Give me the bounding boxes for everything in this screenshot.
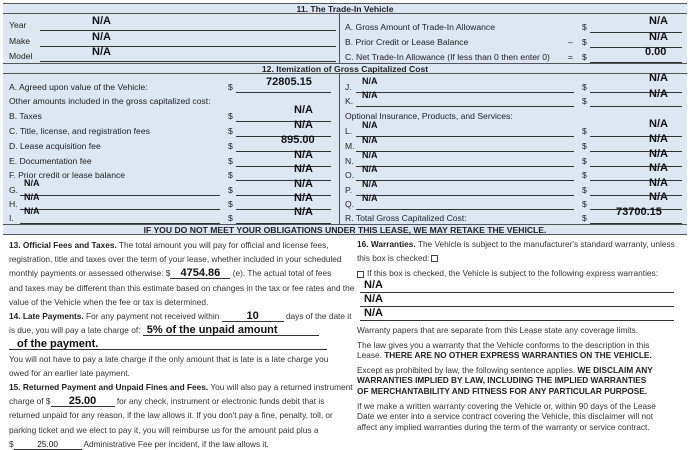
item-b-field[interactable] bbox=[236, 112, 331, 122]
item-e-value: N/A bbox=[294, 149, 313, 161]
item-g-dollar: $ bbox=[228, 185, 233, 195]
warranty-line-2[interactable] bbox=[360, 295, 674, 307]
item-o-label: O. bbox=[345, 170, 355, 180]
section-15 bbox=[9, 380, 353, 450]
section-16-p1: Warranty papers that are separate from this Lease state any coverage limits. bbox=[357, 325, 638, 335]
item-n-dollar: $ bbox=[582, 156, 587, 166]
item-o-name-field[interactable] bbox=[356, 171, 574, 181]
item-e-field[interactable] bbox=[236, 157, 331, 167]
other-amounts-label: Other amounts included in the gross capitalized cost: bbox=[9, 96, 211, 106]
trade-in-a-field[interactable] bbox=[590, 23, 682, 33]
item-c-dollar: $ bbox=[228, 126, 233, 136]
section-15-title: 15. Returned Payment and Unpaid Fines and Fees. bbox=[9, 382, 209, 392]
trade-in-a-label: A. Gross Amount of Trade-In Allowance bbox=[345, 22, 495, 32]
item-d-value: 895.00 bbox=[281, 134, 315, 146]
section-13-line1: The total amount you will pay for official and license fees, bbox=[118, 240, 329, 250]
item-r-value: 73700.15 bbox=[616, 206, 662, 218]
section-16-top bbox=[357, 239, 675, 279]
section-13-line2: registration, title and taxes over the term of your lease, whether included in your scheduled bbox=[9, 254, 342, 265]
item-n-field[interactable] bbox=[590, 157, 682, 167]
item-i-name: N/A bbox=[24, 206, 40, 216]
item-c-label: C. Title, license, and registration fees bbox=[9, 126, 150, 136]
item-n-name: N/A bbox=[362, 150, 378, 160]
item-l-name: N/A bbox=[362, 120, 378, 130]
item-e-dollar: $ bbox=[228, 156, 233, 166]
model-label: Model bbox=[9, 51, 33, 61]
item-i-value: N/A bbox=[294, 206, 313, 218]
item-p-value: N/A bbox=[649, 177, 668, 189]
section-16-line3: If this box is checked, the Vehicle is subject to the following express warranties: bbox=[367, 268, 658, 279]
item-a-value: 72805.15 bbox=[266, 76, 312, 88]
item-p-label: P. bbox=[345, 185, 353, 195]
section-16-body bbox=[357, 325, 656, 432]
item-l-field[interactable] bbox=[590, 127, 682, 137]
item-i-dollar: $ bbox=[228, 213, 233, 223]
item-j-field[interactable] bbox=[590, 83, 682, 93]
item-l-value: N/A bbox=[649, 118, 668, 130]
trade-in-c-equals: = bbox=[568, 52, 574, 62]
section-16-p4a: If we make a written warranty covering the Vehicle or, within 90 days of the Lease bbox=[357, 400, 656, 411]
section-13-line3b: (e). The actual total of fees bbox=[232, 268, 332, 279]
item-i-field[interactable] bbox=[236, 214, 331, 224]
section-16-p3b: WE DISCLAIM ANY bbox=[577, 364, 653, 375]
item-h-name-field[interactable] bbox=[20, 200, 220, 210]
item-a-dollar: $ bbox=[228, 82, 233, 92]
item-m-label: M. bbox=[345, 141, 355, 151]
trade-in-b-value: N/A bbox=[649, 31, 668, 43]
item-p-name: N/A bbox=[362, 179, 378, 189]
trade-in-b-label: B. Prior Credit or Lease Balance bbox=[345, 37, 469, 47]
item-l-dollar: $ bbox=[582, 126, 587, 136]
section-13-title: 13. Official Fees and Taxes. bbox=[9, 240, 117, 250]
item-h-name: N/A bbox=[24, 192, 40, 202]
item-h-field[interactable] bbox=[236, 200, 331, 210]
section-16-line1: The Vehicle is subject to the manufacturer's standard warranty, unless bbox=[417, 239, 675, 249]
item-n-label: N. bbox=[345, 156, 354, 166]
item-d-label: D. Lease acquisition fee bbox=[9, 141, 101, 151]
item-k-field[interactable] bbox=[590, 97, 682, 107]
item-b-label: B. Taxes bbox=[9, 111, 42, 121]
item-q-name-field[interactable] bbox=[356, 200, 574, 210]
item-g-name-field[interactable] bbox=[20, 186, 220, 196]
trade-in-c-value: 0.00 bbox=[645, 46, 667, 58]
item-g-label: G. bbox=[9, 185, 19, 195]
item-k-dollar: $ bbox=[582, 96, 587, 106]
section-13-line3a: monthly payments or assessed otherwise: $ bbox=[9, 268, 171, 279]
section-16-title: 16. Warranties. bbox=[357, 239, 416, 249]
trade-in-c-field[interactable] bbox=[590, 53, 682, 63]
section-13-line4: and taxes may be different than this estimate based on changes in the tax or fee rates and the bbox=[9, 282, 355, 293]
item-k-name-field[interactable] bbox=[356, 97, 574, 107]
item-n-name-field[interactable] bbox=[356, 157, 574, 167]
item-j-dollar: $ bbox=[582, 82, 587, 92]
trade-in-b-field[interactable] bbox=[590, 38, 682, 48]
warranty-line-1[interactable] bbox=[360, 281, 674, 293]
trade-in-b-minus: – bbox=[568, 37, 573, 47]
section-15-line2a: charge of $ bbox=[9, 396, 51, 407]
late-charge-line2[interactable]: of the payment. bbox=[9, 339, 327, 350]
item-e-label: E. Documentation fee bbox=[9, 156, 92, 166]
warranty-1: N/A bbox=[364, 279, 383, 291]
make-field[interactable] bbox=[40, 37, 336, 47]
item-h-label: H. bbox=[9, 199, 18, 209]
late-days[interactable]: 10 bbox=[222, 311, 284, 322]
warranty-2: N/A bbox=[364, 293, 383, 305]
item-b-value: N/A bbox=[294, 104, 313, 116]
section-16-p3c: WARRANTIES IMPLIED BY LAW, INCLUDING THE IMPLIED WARRANTIES bbox=[357, 375, 647, 386]
item-r-dollar: $ bbox=[582, 213, 587, 223]
section-14-line2a: is due, you will pay a late charge of: bbox=[9, 325, 141, 336]
section-14-title: 14. Late Payments. bbox=[9, 311, 84, 321]
item-i-name-field[interactable] bbox=[20, 214, 220, 224]
year-field[interactable] bbox=[40, 21, 336, 31]
section-16-p3a: Except as prohibited by law, the following sentence applies. bbox=[357, 364, 576, 375]
item-l-label: L. bbox=[345, 126, 353, 136]
item-o-field[interactable] bbox=[590, 171, 682, 181]
itemization-divider bbox=[339, 74, 340, 224]
section-16-p2a: The law gives you a warranty that the Vehicle conforms to the description in this bbox=[357, 339, 650, 350]
section-15-line5b: Administrative Fee per incident, if the law allows it. bbox=[83, 438, 269, 449]
item-m-name-field[interactable] bbox=[356, 142, 574, 152]
year-label: Year bbox=[9, 20, 27, 30]
item-j-name-field[interactable] bbox=[356, 83, 574, 93]
section-13-line5: value of the Vehicle when the fee or tax is determined. bbox=[9, 296, 209, 307]
section-16-p4b: Date we enter into a service contract covering the Vehicle, this disclaimer will not bbox=[357, 411, 654, 422]
section-16-line2: this box is checked: bbox=[357, 252, 430, 263]
item-q-value: N/A bbox=[649, 191, 668, 203]
item-j-label: J. bbox=[345, 82, 352, 92]
model-field[interactable] bbox=[40, 52, 336, 62]
trade-in-a-dollar: $ bbox=[582, 22, 587, 32]
express-warranty-checkbox[interactable] bbox=[357, 271, 364, 278]
item-p-name-field[interactable] bbox=[356, 186, 574, 196]
warranty-line-3[interactable] bbox=[360, 309, 674, 321]
item-j-name: N/A bbox=[362, 76, 378, 86]
item-p-field[interactable] bbox=[590, 186, 682, 196]
item-q-dollar: $ bbox=[582, 199, 587, 209]
retake-warning: IF YOU DO NOT MEET YOUR OBLIGATIONS UNDER THIS LEASE, WE MAY RETAKE THE VEHICLE. bbox=[3, 224, 687, 235]
late-charge-line1[interactable]: 5% of the unpaid amount bbox=[143, 325, 319, 336]
item-p-dollar: $ bbox=[582, 185, 587, 195]
section-13-amount[interactable]: 4754.86 bbox=[170, 268, 230, 279]
item-q-name: N/A bbox=[362, 193, 378, 203]
item-r-label: R. Total Gross Capitalized Cost: bbox=[345, 213, 467, 223]
section-15-line5a: $ bbox=[9, 438, 14, 449]
item-g-value: N/A bbox=[294, 178, 313, 190]
section-15-line4: parking ticket and we elect to pay it, you will reimburse us for the amount paid plus a bbox=[9, 424, 319, 435]
section-16-p2c: THERE ARE NO OTHER EXPRESS WARRANTIES ON THE VEHICLE. bbox=[384, 350, 652, 361]
item-c-value: N/A bbox=[294, 119, 313, 131]
item-i-label: I. bbox=[9, 213, 14, 223]
make-label: Make bbox=[9, 36, 31, 46]
trade-in-a-value: N/A bbox=[649, 15, 668, 27]
section-15-line2b: for any check, instrument or electronic funds debit that is bbox=[116, 396, 325, 407]
item-o-dollar: $ bbox=[582, 170, 587, 180]
item-k-value: N/A bbox=[649, 88, 668, 100]
section-14-line5: owed for an earlier late payment. bbox=[9, 367, 130, 378]
section-15-line3: returned unpaid for any reason, if the law allows it. If you don't pay a fine, penalty, toll, or bbox=[9, 410, 333, 421]
item-h-value: N/A bbox=[294, 192, 313, 204]
item-d-dollar: $ bbox=[228, 141, 233, 151]
item-q-label: Q. bbox=[345, 199, 355, 209]
item-m-value: N/A bbox=[649, 133, 668, 145]
section-16-p3d: OF MERCHANTABILITY AND FITNESS FOR ANY PARTICULAR PURPOSE. bbox=[357, 385, 648, 396]
item-b-dollar: $ bbox=[228, 111, 233, 121]
item-o-value: N/A bbox=[649, 162, 668, 174]
section-14 bbox=[9, 309, 351, 380]
item-f-field[interactable] bbox=[236, 171, 331, 181]
trade-in-c-dollar: $ bbox=[582, 52, 587, 62]
year-value: N/A bbox=[92, 15, 111, 27]
item-f-label: F. Prior credit or lease balance bbox=[9, 170, 126, 180]
make-value: N/A bbox=[92, 31, 111, 43]
item-k-label: K. bbox=[345, 96, 354, 106]
section-14-line1a: For any payment not received within bbox=[86, 311, 220, 321]
item-a-label: A. Agreed upon value of the Vehicle: bbox=[9, 82, 148, 92]
section-16-p2b: Lease. bbox=[357, 350, 382, 361]
trade-in-b-dollar: $ bbox=[582, 37, 587, 47]
trade-in-divider bbox=[339, 14, 340, 63]
optional-label: Optional Insurance, Products, and Services: bbox=[345, 111, 513, 121]
trade-in-header: 11. The Trade-In Vehicle bbox=[3, 3, 687, 14]
warranty-3: N/A bbox=[364, 307, 383, 319]
item-m-name: N/A bbox=[362, 135, 378, 145]
section-16-p4c: affect any implied warranties during the term of the warranty or service contract. bbox=[357, 421, 650, 432]
item-m-dollar: $ bbox=[582, 141, 587, 151]
item-m-field[interactable] bbox=[590, 142, 682, 152]
item-k-name: N/A bbox=[362, 90, 378, 100]
returned-charge[interactable]: 25.00 bbox=[51, 396, 115, 407]
section-13 bbox=[9, 238, 354, 309]
admin-fee[interactable]: 25.00 bbox=[14, 439, 82, 450]
item-l-name-field[interactable] bbox=[356, 127, 574, 137]
item-f-dollar: $ bbox=[228, 170, 233, 180]
itemization-header: 12. Itemization of Gross Capitalized Cost bbox=[3, 63, 687, 74]
item-h-dollar: $ bbox=[228, 199, 233, 209]
section-14-line4: You will not have to pay a late charge if the only amount that is late is a late charge you bbox=[9, 353, 329, 364]
model-value: N/A bbox=[92, 46, 111, 58]
item-n-value: N/A bbox=[649, 148, 668, 160]
section-14-line1b: days of the date it bbox=[285, 311, 352, 321]
section-15-line1: You will also pay a returned instrument bbox=[210, 382, 353, 392]
item-f-value: N/A bbox=[294, 163, 313, 175]
item-o-name: N/A bbox=[362, 164, 378, 174]
trade-in-c-label: C. Net Trade-In Allowance (If less than 0 then enter 0) bbox=[345, 52, 550, 62]
item-g-name: N/A bbox=[24, 178, 40, 188]
item-g-field[interactable] bbox=[236, 186, 331, 196]
item-j-value: N/A bbox=[649, 72, 668, 84]
standard-warranty-checkbox[interactable] bbox=[431, 255, 438, 262]
